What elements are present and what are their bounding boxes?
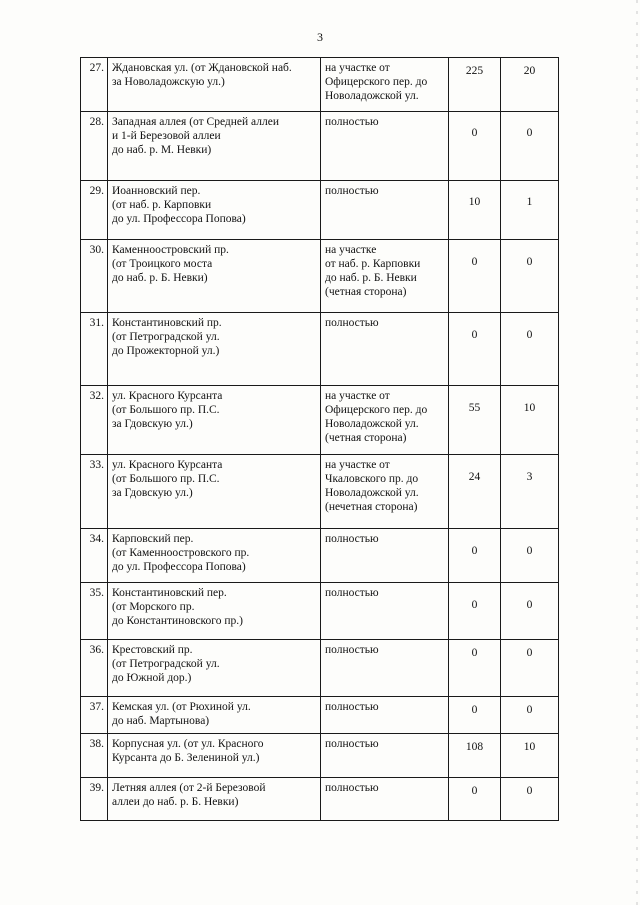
value-b-cell-text: 3 [526,471,533,483]
section-cell-text: полностью [325,533,379,545]
street-name-cell-text: Константиновский пер. (от Морского пр. до Константиновского пр.) [112,587,243,627]
row-number-text: 38. [89,738,104,750]
value-b-cell [501,112,559,181]
value-b-cell [501,529,559,583]
table-row [81,386,559,455]
value-a-cell [449,112,501,181]
value-b-cell-text: 0 [526,704,533,716]
value-b-cell-text: 0 [526,329,533,341]
value-b-cell [501,697,559,734]
value-a-cell [449,529,501,583]
table-row [81,58,559,112]
table-row [81,583,559,640]
section-cell [321,313,449,386]
value-b-cell-text: 0 [526,647,533,659]
section-cell-text: на участке от Чкаловского пр. до Новоладожской ул. (нечетная сторона) [325,459,419,513]
street-name-cell-text: Западная аллея (от Средней аллеи и 1-й Березовой аллеи до наб. р. М. Невки) [112,116,279,156]
value-b-cell [501,58,559,112]
section-cell [321,529,449,583]
value-a-cell-text: 0 [471,545,478,557]
row-number [81,583,108,640]
row-number [81,734,108,778]
value-a-cell-text: 0 [471,127,478,139]
street-name-cell-text: Константиновский пр. (от Петроградской ул. до Прожекторной ул.) [112,317,222,357]
value-b-cell [501,640,559,697]
street-name-cell-text: Крестовский пр. (от Петроградской ул. до Южной дор.) [112,644,220,684]
street-name-cell [108,181,321,240]
street-name-cell [108,529,321,583]
value-a-cell [449,386,501,455]
row-number-text: 29. [89,185,104,197]
value-a-cell-text: 225 [465,65,484,77]
value-a-cell-text: 24 [468,471,481,483]
street-name-cell-text: Каменноостровский пр. (от Троицкого моста до наб. р. Б. Невки) [112,244,229,284]
street-name-cell [108,734,321,778]
section-cell-text: на участке от наб. р. Карповки до наб. р. Б. Невки (четная сторона) [325,244,421,298]
street-name-cell [108,640,321,697]
value-a-cell-text: 10 [468,196,481,208]
row-number-text: 33. [89,459,104,471]
section-cell [321,583,449,640]
table-row [81,640,559,697]
value-a-cell-text: 108 [465,741,484,753]
value-a-cell [449,640,501,697]
table-body [81,58,559,821]
section-cell-text: полностью [325,701,379,713]
value-b-cell-text: 0 [526,785,533,797]
street-name-cell [108,583,321,640]
value-b-cell [501,734,559,778]
section-cell-text: полностью [325,644,379,656]
table-row [81,697,559,734]
value-a-cell [449,455,501,529]
section-cell [321,734,449,778]
row-number [81,697,108,734]
section-cell [321,240,449,313]
section-cell-text: полностью [325,317,379,329]
value-a-cell [449,58,501,112]
value-b-cell-text: 0 [526,127,533,139]
row-number [81,778,108,821]
street-name-cell [108,112,321,181]
row-number [81,640,108,697]
value-a-cell-text: 0 [471,599,478,611]
section-cell [321,778,449,821]
value-b-cell-text: 10 [523,741,536,753]
value-b-cell [501,778,559,821]
section-cell [321,697,449,734]
value-b-cell-text: 20 [523,65,536,77]
row-number-text: 31. [89,317,104,329]
street-table [80,57,559,821]
page-number: 3 [317,30,323,44]
table-row [81,240,559,313]
value-a-cell [449,181,501,240]
row-number-text: 28. [89,116,104,128]
section-cell-text: на участке от Офицерского пер. до Новоладожской ул. [325,62,428,102]
row-number [81,112,108,181]
row-number [81,313,108,386]
value-b-cell [501,181,559,240]
row-number [81,455,108,529]
table-row [81,313,559,386]
value-b-cell [501,240,559,313]
value-b-cell [501,583,559,640]
section-cell [321,181,449,240]
value-a-cell-text: 55 [468,402,481,414]
section-cell-text: полностью [325,782,379,794]
value-b-cell-text: 1 [526,196,533,208]
row-number-text: 35. [89,587,104,599]
row-number [81,529,108,583]
table-row [81,181,559,240]
row-number-text: 36. [89,644,104,656]
section-cell [321,640,449,697]
value-b-cell-text: 0 [526,256,533,268]
value-a-cell-text: 0 [471,647,478,659]
table-row [81,112,559,181]
row-number-text: 37. [89,701,104,713]
value-a-cell [449,240,501,313]
street-name-cell-text: Карповский пер. (от Каменноостровского пр. до ул. Профессора Попова) [112,533,250,573]
section-cell [321,112,449,181]
value-a-cell [449,313,501,386]
value-a-cell [449,734,501,778]
section-cell-text: полностью [325,738,379,750]
row-number-text: 30. [89,244,104,256]
table-row [81,734,559,778]
street-name-cell [108,455,321,529]
value-a-cell [449,583,501,640]
row-number [81,240,108,313]
street-name-cell-text: Ждановская ул. (от Ждановской наб. за Новоладожскую ул.) [112,62,292,88]
section-cell-text: полностью [325,185,379,197]
street-name-cell-text: Кемская ул. (от Рюхиной ул. до наб. Мартынова) [112,701,251,727]
row-number-text: 34. [89,533,104,545]
table-row [81,455,559,529]
street-name-cell [108,778,321,821]
value-a-cell-text: 0 [471,256,478,268]
value-b-cell-text: 0 [526,599,533,611]
street-name-cell [108,697,321,734]
street-name-cell-text: Летняя аллея (от 2-й Березовой аллеи до наб. р. Б. Невки) [112,782,266,808]
street-name-cell [108,240,321,313]
row-number [81,386,108,455]
row-number [81,181,108,240]
street-name-cell [108,386,321,455]
row-number-text: 39. [89,782,104,794]
row-number [81,58,108,112]
section-cell-text: полностью [325,587,379,599]
street-name-cell [108,313,321,386]
scan-edge-artifact [636,0,638,905]
value-a-cell-text: 0 [471,704,478,716]
table-row [81,529,559,583]
row-number-text: 32. [89,390,104,402]
value-b-cell-text: 0 [526,545,533,557]
section-cell [321,386,449,455]
value-a-cell-text: 0 [471,785,478,797]
section-cell-text: полностью [325,116,379,128]
value-a-cell [449,778,501,821]
street-name-cell [108,58,321,112]
section-cell-text: на участке от Офицерского пер. до Новоладожской ул. (четная сторона) [325,390,428,444]
street-name-cell-text: ул. Красного Курсанта (от Большого пр. П.С. за Гдовскую ул.) [112,390,223,430]
value-a-cell-text: 0 [471,329,478,341]
value-b-cell [501,455,559,529]
street-name-cell-text: ул. Красного Курсанта (от Большого пр. П.С. за Гдовскую ул.) [112,459,223,499]
value-b-cell [501,386,559,455]
section-cell [321,58,449,112]
value-a-cell [449,697,501,734]
table-row [81,778,559,821]
value-b-cell [501,313,559,386]
street-name-cell-text: Корпусная ул. (от ул. Красного Курсанта до Б. Зелениной ул.) [112,738,264,764]
value-b-cell-text: 10 [523,402,536,414]
street-name-cell-text: Иоанновский пер. (от наб. р. Карповки до ул. Профессора Попова) [112,185,246,225]
row-number-text: 27. [89,62,104,74]
section-cell [321,455,449,529]
